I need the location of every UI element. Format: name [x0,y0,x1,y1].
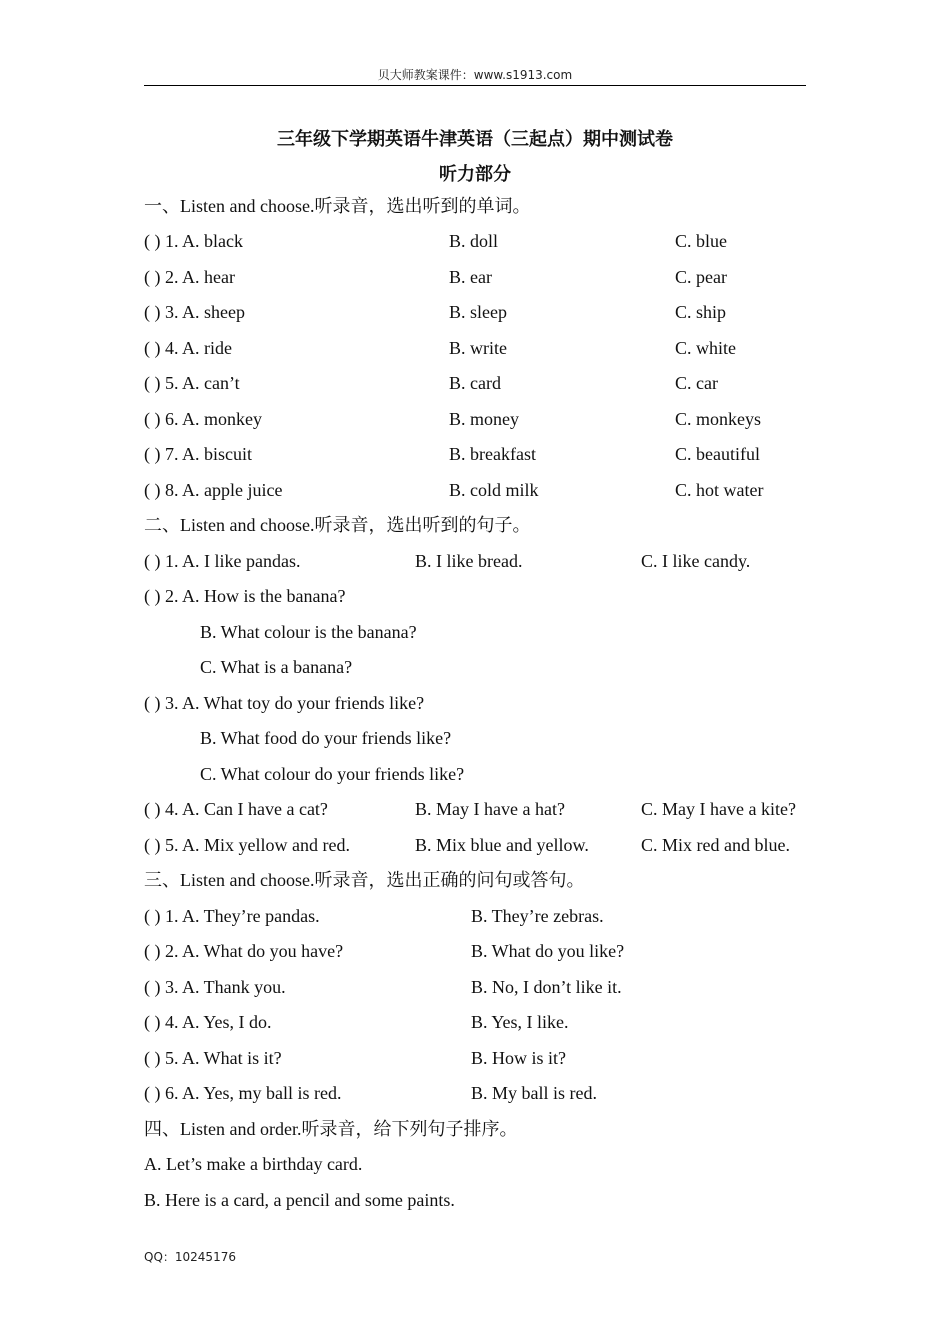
s1-q4-option-b: B. write [449,338,507,358]
s1-q6-option-a: ( ) 6. A. monkey [144,409,262,429]
s2-q4-option-b: B. May I have a hat? [415,799,565,819]
s3-q2-option-b: B. What do you like? [471,941,625,961]
s4-item-a: A. Let’s make a birthday card. [144,1154,363,1174]
s1-q7-option-a: ( ) 7. A. biscuit [144,444,252,464]
section-1-heading: 一、Listen and choose.听录音，选出听到的单词。 [144,196,531,216]
s1-q3-option-a: ( ) 3. A. sheep [144,302,245,322]
s3-q6-option-a: ( ) 6. A. Yes, my ball is red. [144,1083,342,1103]
s3-q6-option-b: B. My ball is red. [471,1083,597,1103]
page-footer: QQ：10245176 [144,1250,236,1264]
exam-title: 三年级下学期英语牛津英语（三起点）期中测试卷 [277,129,673,150]
s1-q5-option-b: B. card [449,373,501,393]
s1-q1-option-b: B. doll [449,231,499,251]
section-2-heading: 二、Listen and choose.听录音，选出听到的句子。 [144,515,531,535]
s2-q1-option-c: C. I like candy. [641,551,751,571]
page-header: 贝大师教案课件：www.s1913.com [377,68,573,82]
s1-q6-option-c: C. monkeys [675,409,762,429]
s1-q3-option-c: C. ship [675,302,727,322]
s3-q1-option-b: B. They’re zebras. [471,906,604,926]
s3-q4-option-a: ( ) 4. A. Yes, I do. [144,1012,272,1032]
s2-q1-option-b: B. I like bread. [415,551,523,571]
s1-q8-option-c: C. hot water [675,480,764,500]
s1-q8-option-a: ( ) 8. A. apple juice [144,480,283,500]
s1-q7-option-b: B. breakfast [449,444,536,464]
s2-q2-option-a: ( ) 2. A. How is the banana? [144,586,346,606]
s2-q5-option-a: ( ) 5. A. Mix yellow and red. [144,835,350,855]
s1-q4-option-c: C. white [675,338,736,358]
s3-q4-option-b: B. Yes, I like. [471,1012,569,1032]
s2-q3-option-b: B. What food do your friends like? [200,728,452,748]
s1-q2-option-b: B. ear [449,267,492,287]
s1-q6-option-b: B. money [449,409,519,429]
s3-q1-option-a: ( ) 1. A. They’re pandas. [144,906,320,926]
s1-q5-option-a: ( ) 5. A. can’t [144,373,240,393]
s2-q5-option-b: B. Mix blue and yellow. [415,835,589,855]
s1-q8-option-b: B. cold milk [449,480,539,500]
s1-q4-option-a: ( ) 4. A. ride [144,338,232,358]
s1-q5-option-c: C. car [675,373,718,393]
s4-item-b: B. Here is a card, a pencil and some paints. [144,1190,455,1210]
s2-q3-option-c: C. What colour do your friends like? [200,764,465,784]
header-rule [144,85,806,86]
s1-q2-option-c: C. pear [675,267,727,287]
s2-q1-option-a: ( ) 1. A. I like pandas. [144,551,301,571]
s3-q5-option-a: ( ) 5. A. What is it? [144,1048,282,1068]
s1-q1-option-c: C. blue [675,231,727,251]
s2-q3-option-a: ( ) 3. A. What toy do your friends like? [144,693,425,713]
section-4-heading: 四、Listen and order.听录音，给下列句子排序。 [144,1119,518,1139]
section-3-heading: 三、Listen and choose.听录音，选出正确的问句或答句。 [144,870,585,890]
s1-q2-option-a: ( ) 2. A. hear [144,267,235,287]
exam-subtitle: 听力部分 [439,164,511,185]
s2-q4-option-c: C. May I have a kite? [641,799,796,819]
s1-q1-option-a: ( ) 1. A. black [144,231,243,251]
s2-q5-option-c: C. Mix red and blue. [641,835,790,855]
s2-q2-option-c: C. What is a banana? [200,657,353,677]
s2-q2-option-b: B. What colour is the banana? [200,622,417,642]
s3-q2-option-a: ( ) 2. A. What do you have? [144,941,344,961]
s3-q3-option-b: B. No, I don’t like it. [471,977,622,997]
s3-q5-option-b: B. How is it? [471,1048,567,1068]
s1-q3-option-b: B. sleep [449,302,507,322]
s1-q7-option-c: C. beautiful [675,444,760,464]
s2-q4-option-a: ( ) 4. A. Can I have a cat? [144,799,328,819]
s3-q3-option-a: ( ) 3. A. Thank you. [144,977,286,997]
